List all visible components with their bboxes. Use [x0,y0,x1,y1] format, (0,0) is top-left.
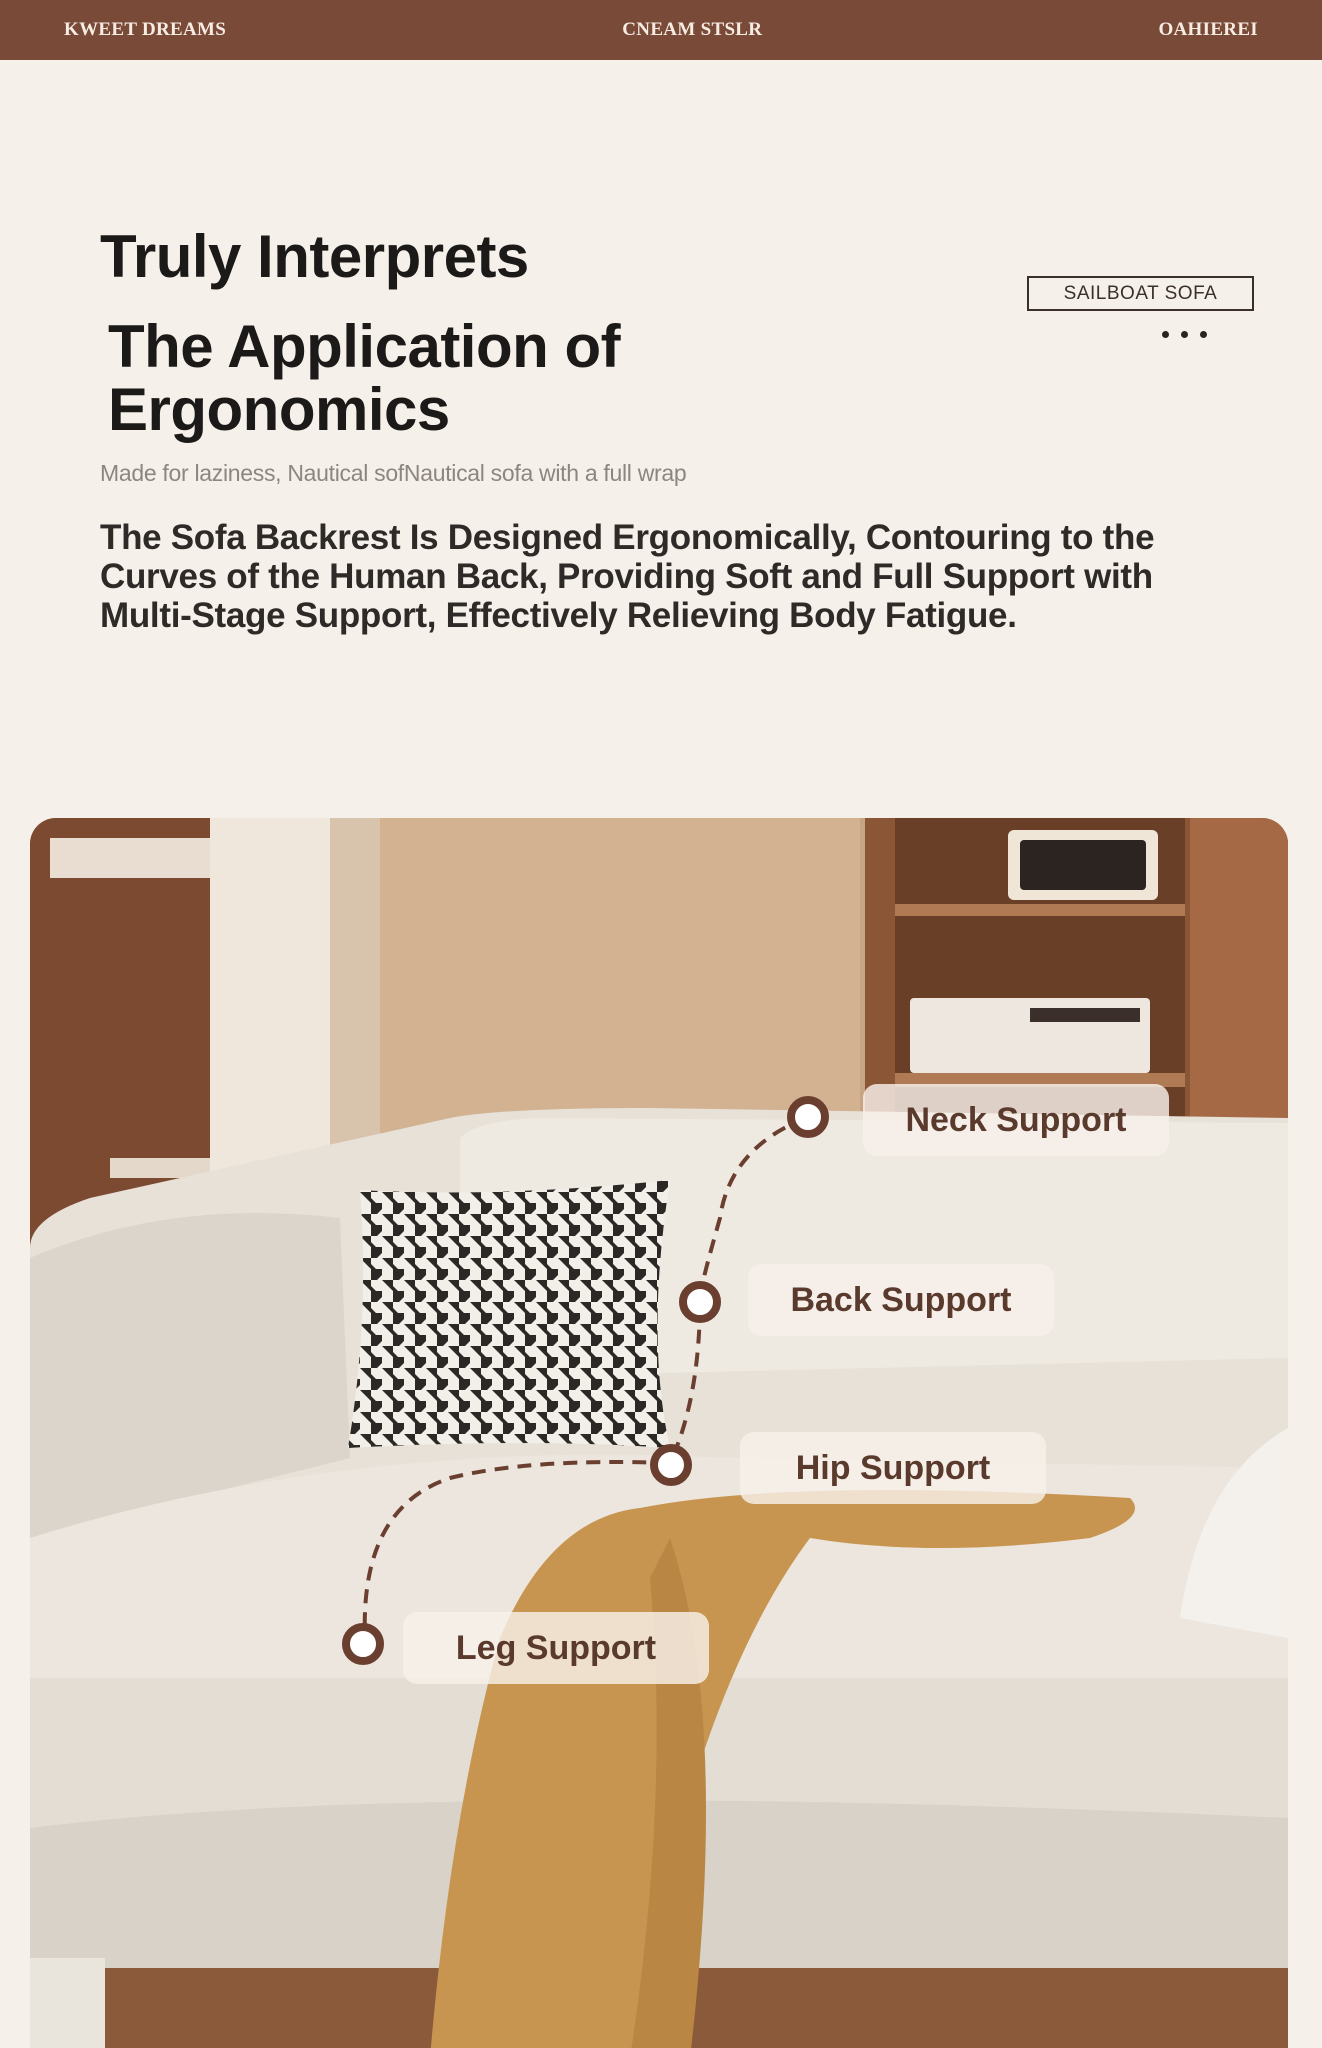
subtitle: Made for laziness, Nautical sofNautical sofa with a full wrap [100,460,687,486]
headline-line-2: The Application of Ergonomics [108,313,621,443]
product-tag: SAILBOAT SOFA [1027,276,1254,311]
callout-neck-support: Neck Support [863,1084,1169,1156]
callout-leg-support: Leg Support [403,1612,709,1684]
callout-back-support: Back Support [748,1264,1054,1336]
top-nav-bar [0,0,1322,60]
more-dots-icon [1162,331,1207,338]
nav-link-center[interactable]: CNEAM STSLR [622,19,763,40]
nav-link-left[interactable]: KWEET DREAMS [64,19,227,40]
callout-hip-support: Hip Support [740,1432,1046,1504]
sofa-photo [30,818,1288,2048]
description: The Sofa Backrest Is Designed Ergonomically, Contouring to the Curves of the Human Back, Providing Soft and Full Support with Multi-Stage Support, Effectively Relieving Body Fatigue. [100,518,1155,636]
nav-link-right[interactable]: OAHIEREI [1158,19,1258,40]
headline-line-1: Truly Interprets [100,223,529,290]
